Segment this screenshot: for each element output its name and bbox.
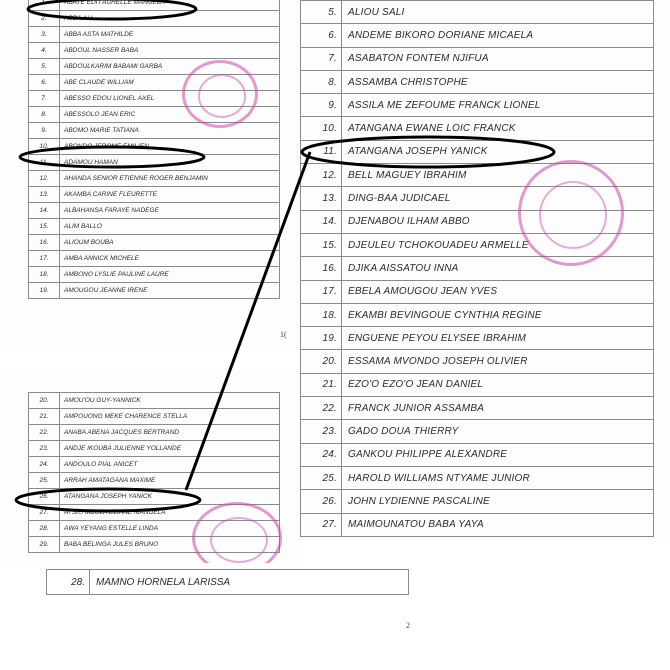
row-number: 13. bbox=[29, 187, 60, 203]
row-number: 12. bbox=[29, 171, 60, 187]
row-number: 28. bbox=[47, 570, 90, 595]
page-number: 1( bbox=[280, 330, 287, 339]
row-name: ALBAHANSA FARAYE NADEGE bbox=[60, 203, 280, 219]
row-name: AWA YEYANG ESTELLE LINDA bbox=[60, 521, 280, 537]
row-number: 17. bbox=[29, 251, 60, 267]
row-name: ABDOULKARIM BABAMI GARBA bbox=[60, 59, 280, 75]
row-name: ANDEME BIKORO DORIANE MICAELA bbox=[342, 24, 654, 47]
row-number: 11. bbox=[301, 140, 342, 163]
row-number: 28. bbox=[29, 521, 60, 537]
row-name: AKAMBA CARINE FLEURETTE bbox=[60, 187, 280, 203]
row-name: AMOU'OU GUY-YANNICK bbox=[60, 393, 280, 409]
row-name: ADAMOU HAMAN bbox=[60, 155, 280, 171]
row-number: 29. bbox=[29, 537, 60, 553]
row-name: AMBA ANNICK MICHELE bbox=[60, 251, 280, 267]
row-number: 22. bbox=[301, 397, 342, 420]
row-name: ALIOU SALI bbox=[342, 1, 654, 24]
highlight-ellipse bbox=[28, 0, 196, 19]
page-number: 2 bbox=[406, 621, 410, 630]
row-name: ENGUENE PEYOU ELYSEE IBRAHIM bbox=[342, 327, 654, 350]
row-number: 6. bbox=[301, 24, 342, 47]
row-name: HAROLD WILLIAMS NTYAME JUNIOR bbox=[342, 466, 654, 489]
row-number: 7. bbox=[29, 91, 60, 107]
row-number: 15. bbox=[301, 233, 342, 256]
row-number: 10. bbox=[29, 139, 60, 155]
row-number: 2. bbox=[29, 11, 60, 27]
row-number: 6. bbox=[29, 75, 60, 91]
row-name: EKAMBI BEVINGOUE CYNTHIA REGINE bbox=[342, 303, 654, 326]
row-name: JOHN LYDIENNE PASCALINE bbox=[342, 490, 654, 513]
row-name: ABOMO MARIE TATIANA bbox=[60, 123, 280, 139]
row-number: 16. bbox=[301, 257, 342, 280]
row-number: 8. bbox=[301, 70, 342, 93]
row-number: 21. bbox=[301, 373, 342, 396]
row-name: MAMNO HORNELA LARISSA bbox=[90, 570, 409, 595]
row-number: 22. bbox=[29, 425, 60, 441]
row-name: ESSAMA MVONDO JOSEPH OLIVIER bbox=[342, 350, 654, 373]
row-name: ALIOUM BOUBA bbox=[60, 235, 280, 251]
row-number: 26. bbox=[301, 490, 342, 513]
row-number: 23. bbox=[29, 441, 60, 457]
row-number: 4. bbox=[29, 43, 60, 59]
row-number: 13. bbox=[301, 187, 342, 210]
row-number: 1. bbox=[29, 0, 60, 11]
row-number: 3. bbox=[29, 27, 60, 43]
row-number: 18. bbox=[29, 267, 60, 283]
row-name: BABA BELINGA JULES BRUNO bbox=[60, 537, 280, 553]
row-number: 9. bbox=[29, 123, 60, 139]
row-name: ABBA ASTA MATHILDE bbox=[60, 27, 280, 43]
row-name: ABE CLAUDE WILLIAM bbox=[60, 75, 280, 91]
row-name: ANABA ABENA JACQUES BERTRAND bbox=[60, 425, 280, 441]
row-number: 9. bbox=[301, 94, 342, 117]
row-name: DING-BAA JUDICAEL bbox=[342, 187, 654, 210]
row-name: ATSIO MBOLA ELIANE MANUELA bbox=[60, 505, 280, 521]
row-number: 19. bbox=[301, 327, 342, 350]
row-name: GADO DOUA THIERRY bbox=[342, 420, 654, 443]
row-number: 14. bbox=[301, 210, 342, 233]
row-name: ATANGANA JOSEPH YANICK bbox=[60, 489, 280, 505]
row-number: 24. bbox=[301, 443, 342, 466]
row-name: ASABATON FONTEM NJIFUA bbox=[342, 47, 654, 70]
row-number: 14. bbox=[29, 203, 60, 219]
row-name: DJEULEU TCHOKOUADEU ARMELLE bbox=[342, 233, 654, 256]
row-name: ABATE EDI'I AURELLE MANUELA bbox=[60, 0, 280, 11]
connector-line bbox=[186, 152, 310, 490]
row-name: ARRAH AMATAGANA MAXIME bbox=[60, 473, 280, 489]
row-name: ABDOUL NASSER BABA bbox=[60, 43, 280, 59]
row-number: 26. bbox=[29, 489, 60, 505]
row-number: 25. bbox=[29, 473, 60, 489]
row-name: AMPOUONG MEKE CHARENCE STELLA bbox=[60, 409, 280, 425]
row-number: 11. bbox=[29, 155, 60, 171]
row-name: ATANGANA JOSEPH YANICK bbox=[342, 140, 654, 163]
row-name: AMOUGOU JEANNE IRENE bbox=[60, 283, 280, 299]
row-name: ALIM BALLO bbox=[60, 219, 280, 235]
row-name: ABESSOLO JEAN ERIC bbox=[60, 107, 280, 123]
row-number: 20. bbox=[301, 350, 342, 373]
row-number: 10. bbox=[301, 117, 342, 140]
row-name: ANDOULO PIAL ANICET bbox=[60, 457, 280, 473]
row-name: ASSILA ME ZEFOUME FRANCK LIONEL bbox=[342, 94, 654, 117]
row-number: 23. bbox=[301, 420, 342, 443]
row-number: 5. bbox=[29, 59, 60, 75]
highlight-ellipse bbox=[302, 137, 554, 167]
row-name: GANKOU PHILIPPE ALEXANDRE bbox=[342, 443, 654, 466]
row-number: 8. bbox=[29, 107, 60, 123]
row-number: 20. bbox=[29, 393, 60, 409]
row-name: ABBA ALI bbox=[60, 11, 280, 27]
row-name: MAIMOUNATOU BABA YAYA bbox=[342, 513, 654, 536]
row-name: ABONDO JEROME EMILIEN bbox=[60, 139, 280, 155]
row-name: AHANDA SENIOR ETIENNE ROGER BENJAMIN bbox=[60, 171, 280, 187]
row-number: 24. bbox=[29, 457, 60, 473]
row-number: 21. bbox=[29, 409, 60, 425]
row-number: 19. bbox=[29, 283, 60, 299]
row-number: 12. bbox=[301, 164, 342, 187]
row-name: ABESSO EDOU LIONEL AXEL bbox=[60, 91, 280, 107]
row-name: FRANCK JUNIOR ASSAMBA bbox=[342, 397, 654, 420]
highlight-ellipse bbox=[16, 489, 200, 511]
row-number: 5. bbox=[301, 1, 342, 24]
row-name: ASSAMBA CHRISTOPHE bbox=[342, 70, 654, 93]
row-number: 15. bbox=[29, 219, 60, 235]
row-name: EBELA AMOUGOU JEAN YVES bbox=[342, 280, 654, 303]
row-number: 7. bbox=[301, 47, 342, 70]
row-number: 27. bbox=[301, 513, 342, 536]
row-name: DJENABOU ILHAM ABBO bbox=[342, 210, 654, 233]
row-name: BELL MAGUEY IBRAHIM bbox=[342, 164, 654, 187]
row-number: 27. bbox=[29, 505, 60, 521]
row-name: ATANGANA EWANE LOIC FRANCK bbox=[342, 117, 654, 140]
row-name: DJIKA AISSATOU INNA bbox=[342, 257, 654, 280]
row-number: 18. bbox=[301, 303, 342, 326]
row-number: 25. bbox=[301, 466, 342, 489]
row-number: 16. bbox=[29, 235, 60, 251]
row-name: ANDJE IKOUBA JULIENNE YOLLANDE bbox=[60, 441, 280, 457]
highlight-ellipse bbox=[20, 147, 204, 167]
row-name: AMBONO LYSLIE PAULINE LAURE bbox=[60, 267, 280, 283]
row-name: EZO'O EZO'O JEAN DANIEL bbox=[342, 373, 654, 396]
row-number: 17. bbox=[301, 280, 342, 303]
